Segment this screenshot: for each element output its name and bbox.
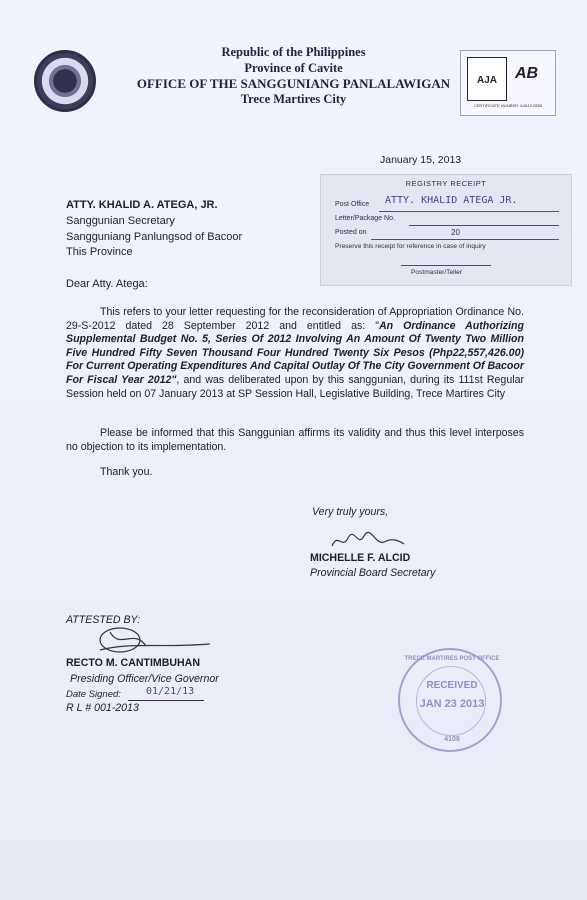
salutation: Dear Atty. Atega: [66,278,148,290]
letterhead-office: OFFICE OF THE SANGGUNIANG PANLALAWIGAN [136,76,451,91]
recipient-name: ATTY. KHALID A. ATEGA, JR. [66,199,218,211]
receipt-posted-year: 20 [451,228,460,237]
body-paragraph-2: Please be informed that this Sanggunian affirms its validity and thus this level interposes no objection to its implementation. [66,427,524,453]
recipient-office: Sangguniang Panlungsod of Bacoor [66,231,243,243]
receipt-title: REGISTRY RECEIPT [405,179,487,188]
stamp-bottom-text: 4109 [444,736,460,743]
date-signed-label: Date Signed: [66,689,121,700]
receipt-post-office-value: ATTY. KHALID ATEGA JR. [385,195,518,206]
date-signed-value: 01/21/13 [146,686,195,697]
ab-logo-text: AB [515,65,539,82]
receipt-postmaster-label: Postmaster/Teller [411,269,462,276]
aja-logo-text: AJA [476,75,497,86]
receipt-letter-label: Letter/Package No. [335,215,395,222]
reference-number: R L # 001-2013 [66,702,139,714]
ordinance-title: An Ordinance Authorizing Supplemental Budget No. 5, Series Of 2012 Involving An Amount Of Twenty Two Million Five Hundred Fifty Seven Thousand Four Hundred Twenty Six Pesos (Php22,557,426.00) For Current Operating Expenditures And Capital Outlay Of The City Government Of Bacoor For Fiscal Year 2012" [66,319,524,386]
attester-name: RECTO M. CANTIMBUHAN [66,657,200,669]
registry-receipt [320,174,572,286]
stamp-date: JAN 23 2013 [419,698,485,710]
signature-cantimbuhan [90,620,220,660]
attested-label: ATTESTED BY: [66,614,141,626]
stamp-top-text: TRECE MARTIRES POST OFFICE [404,656,500,662]
signer-name: MICHELLE F. ALCID [310,552,411,564]
stamp-received-text: RECEIVED [426,680,478,691]
certificate-number: CERTIFICATE NUMBER: AJA12-0828 [473,103,543,108]
complimentary-close: Very truly yours, [312,506,389,518]
recipient-location: This Province [66,246,133,258]
certification-logo [460,50,556,116]
letter-date: January 15, 2013 [380,154,462,166]
receipt-post-office-label: Post Office [335,201,370,208]
body-paragraph-1: This refers to your letter requesting for the reconsideration of Appropriation Ordinance No. 29-S-2012 dated 28 September 2012 and entitled as: "An Ordinance Authorizing Supplemental Budget No. 5, Series Of 2012 Involving An Amount Of Twenty Two Million Five Hundred Fifty Seven Thousand Four Hundred Twenty Six Pesos (Php22,557,426.00) For Current Operating Expenditures And Capital Outlay Of The City Government Of Bacoor For Fiscal Year 2012", and was deliberated upon by this sanggunian, during its 111st Regular Session held on 07 January 2013 at SP Session Hall, Legislative Building, Trece Martires City [66,306,524,400]
letterhead-province: Province of Cavite [244,61,343,75]
letterhead-city: Trece Martires City [240,92,347,106]
receipt-posted-label: Posted on [335,229,367,236]
receipt-preserve-text: Preserve this receipt for reference in case of inquiry [335,243,486,250]
letterhead-republic: Republic of the Philippines [221,45,366,59]
recipient-title: Sanggunian Secretary [66,215,175,227]
signature-alcid [328,528,408,554]
attester-title: Presiding Officer/Vice Governor [70,673,219,685]
received-stamp [398,648,502,752]
signer-title: Provincial Board Secretary [310,567,436,579]
thank-you: Thank you. [100,466,153,478]
